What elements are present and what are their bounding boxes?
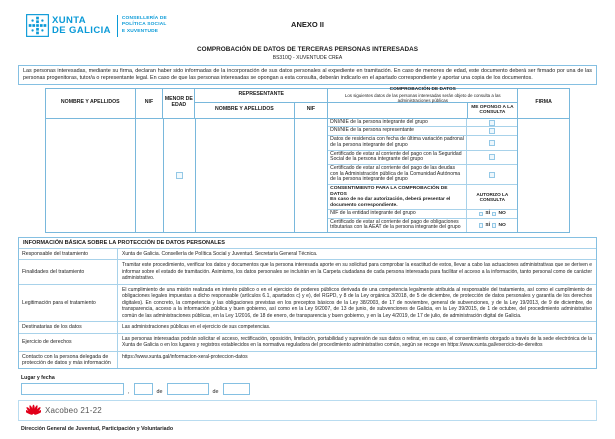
privacy-label: Finalidades del tratamiento <box>19 260 118 284</box>
xacobeo-label: Xacobeo 21-22 <box>45 406 102 416</box>
table-body-row <box>46 119 569 232</box>
no-label: NO <box>498 211 506 217</box>
privacy-value: Tramitar este procedimiento, verificar los datos y documentos que la persona interesada aporte en su solicitud para comprobar la exactitud de estos, llevar a cabo las actuaciones administrativas que se deriven e informar sobre el estado de tramitación. Asimismo, los datos personales se incluirán en la Carpeta ciudadana de cada persona interesada para facilitar el acceso a la información, tanto personal como de carácter administrativo. <box>122 262 592 282</box>
place-date-label: Lugar y fecha <box>21 375 55 382</box>
privacy-label: Destinatarias de los datos <box>19 322 118 333</box>
header-comprobacion <box>328 89 517 103</box>
dept-line2: POLÍTICA SOCIAL <box>121 22 167 28</box>
privacy-label: Legitimación para el tratamiento <box>19 285 118 322</box>
consulta-label: Datos de residencia con fecha de última variación padronal de la persona integrante del grupo <box>328 136 467 149</box>
consent-label: NIF de la entidad integrante del grupo <box>328 210 467 218</box>
header-nombre-apellidos: NOMBRE Y APELLIDOS <box>46 89 136 118</box>
page-header <box>18 12 597 44</box>
si-label: SÍ <box>485 222 490 228</box>
si-label: SÍ <box>485 211 490 217</box>
oppose-checkbox[interactable] <box>489 154 495 160</box>
de-separator: de <box>212 388 219 395</box>
header-me-opongo: ME OPONGO A LA CONSULTA <box>471 104 514 116</box>
consulta-row <box>328 136 517 150</box>
privacy-value: Xunta de Galicia. Consellería de Política Social y Juventud. Secretaría General Técnica. <box>122 250 318 257</box>
document-title: COMPROBACIÓN DE DATOS DE TERCERAS PERSONAS INTERESADAS <box>197 46 418 53</box>
nif-field[interactable] <box>136 119 164 232</box>
oppose-checkbox[interactable] <box>489 128 495 134</box>
table-header <box>46 89 569 119</box>
privacy-value: Las personas interesadas podrán solicitar el acceso, rectificación, oposición, limitación, portabilidad y supresión de sus datos o retirar, en su caso, el consentimiento otorgado a través de la sede electrónica de la Xunta de Galicia o en los lugares y registros establecidos en la normativa reguladora del procedimiento administrativo común, según se recoge en https://www.xunta.gal/exercicio-de-dereitos <box>122 335 592 349</box>
header-rep-nombre: NOMBRE Y APELLIDOS <box>195 103 294 118</box>
privacy-label: Contacto con la persona delegada de protección de datos y más información <box>19 352 118 368</box>
comma-separator: , <box>128 388 130 395</box>
comprobacion-title: COMPROBACIÓN DE DATOS <box>389 87 456 93</box>
si-checkbox[interactable] <box>479 223 484 228</box>
dept-line3: E XUVENTUDE <box>121 28 159 34</box>
year-input[interactable] <box>223 383 250 395</box>
privacy-row <box>19 260 596 285</box>
comprobacion-column <box>328 119 518 232</box>
privacy-label: Responsable del tratamiento <box>19 249 118 260</box>
consulta-label: Certificado de estar al corriente del pago con la Seguridad Social de la persona integrante del grupo <box>328 151 467 164</box>
menor-edad-checkbox[interactable] <box>176 172 183 179</box>
consulta-label: DNI/NIE de la persona representante <box>328 127 467 135</box>
consent-row <box>328 219 517 232</box>
privacy-row <box>19 352 596 368</box>
day-input[interactable] <box>134 383 153 395</box>
annex-label: ANEXO II <box>291 20 324 29</box>
oppose-checkbox[interactable] <box>489 172 495 178</box>
firma-field[interactable] <box>518 119 569 232</box>
consulta-row <box>328 119 517 128</box>
privacy-row <box>19 334 596 352</box>
privacy-row <box>19 322 596 334</box>
consulta-label: Certificado de estar al corriente del pago de las deudas con la Administración pública de la Comunidad Autónoma de la persona integrante del grupo <box>328 165 467 184</box>
consent-header-row <box>328 185 517 210</box>
interested-persons-table <box>45 88 570 233</box>
header-representante-group <box>195 89 328 118</box>
header-menor-edad: MENOR DE EDAD <box>163 89 195 118</box>
place-date-section <box>18 375 597 395</box>
logo-org-line2: DE GALICIA <box>52 24 111 36</box>
no-checkbox[interactable] <box>492 223 497 228</box>
header-rep-nif: NIF <box>306 106 316 113</box>
month-input[interactable] <box>167 383 209 395</box>
place-input[interactable] <box>21 383 124 395</box>
consulta-label: DNI/NIE de la persona integrante del grupo <box>328 119 467 127</box>
privacy-title: INFORMACIÓN BÁSICA SOBRE LA PROTECCIÓN DE DATOS PERSONALES <box>19 238 596 249</box>
oppose-checkbox[interactable] <box>489 120 495 126</box>
header-nif: NIF <box>136 89 164 118</box>
header-representante: REPRESENTANTE <box>195 89 327 103</box>
privacy-value: El cumplimiento de una misión realizada en interés público o en el ejercicio de poderes públicos derivada de una competencia legalmente atribuida al responsable del tratamiento, así como el cumplimiento de obligaciones legales impuestas a dicho responsable (artículos 6.1, apartados c) y e), del RGPD, y 8 de la Ley orgánica 3/2018, de 5 de diciembre, de protección de datos personales y garantía de los derechos digitales). En concreto, la competencia y las obligaciones previstas en los preceptos básicos de la Ley 38/2003, de 17 de noviembre, general de subvenciones, y de la Ley 19/2013, de 9 de diciembre, de transparencia, acceso a la información pública y buen gobierno, así como en la Ley 9/2007, de 13 de junio, de subvenciones de Galicia, en la Ley 39/2015, de 1 de octubre, del procedimiento administrativo común de las administraciones públicas, en la Ley 1/2016, de 18 de enero, de transparencia y buen gobierno, y en la Ley 4/2019, de 17 de julio, de administración digital de Galicia. <box>122 286 592 319</box>
dept-line1: CONSELLERÍA DE <box>121 16 167 22</box>
privacy-value: https://www.xunta.gal/informacion-xeral-proteccion-datos <box>122 353 248 360</box>
comprobacion-subtitle: Los siguientes datos de las personas interesadas serán objeto de consulta a las administraciones públicas <box>344 92 501 104</box>
procedure-code: BS310Q - XUVENTUDE CREA <box>272 54 343 61</box>
xacobeo-banner <box>18 400 597 421</box>
privacy-row <box>19 285 596 323</box>
logo-org-line1: XUNTA <box>52 14 87 26</box>
consent-row <box>328 210 517 219</box>
header-comprobacion-group <box>328 89 518 118</box>
privacy-row <box>19 249 596 261</box>
oppose-checkbox[interactable] <box>489 140 495 146</box>
header-comprobacion-spacer <box>328 103 467 118</box>
autorizo-consulta-label: AUTORIZO LA CONSULTA <box>476 191 509 203</box>
privacy-label: Ejercicio de derechos <box>19 334 118 351</box>
intro-text: Las personas interesadas, mediante su firma, declaran haber sido informadas de la incorporación de sus datos personales al expediente en tramitación. En caso de menores de edad, este documento deberá ser firmado por una de las personas progenitoras, tutor/a o representante legal. En caso de que las personas interesadas se opongan a esta consulta, deberán indicarlo en el apartado correspondiente y aportar una copia de los documentos. <box>18 65 597 85</box>
de-separator: de <box>156 388 163 395</box>
xacobeo-shell-icon <box>26 404 41 417</box>
menor-edad-cell <box>164 119 196 232</box>
privacy-value: Las administraciones públicas en el ejercicio de sus competencias. <box>122 324 271 331</box>
consent-note: En caso de no dar autorización, deberá presentar el documento correspondiente. <box>330 197 451 208</box>
nombre-apellidos-field[interactable] <box>46 119 136 232</box>
consulta-row <box>328 127 517 136</box>
org-unit-footer: Dirección General de Juventud, Participación y Voluntariado <box>21 426 174 433</box>
consent-title: CONSENTIMIENTO PARA LA COMPROBACIÓN DE DATOS <box>330 186 448 197</box>
consent-label: Certificado de estar al corriente del pago de obligaciones tributarias con la AEAT de la persona integrante del grupo <box>328 219 467 232</box>
consent-header-label <box>328 185 467 209</box>
consulta-row <box>328 151 517 165</box>
header-firma: FIRMA <box>535 99 552 106</box>
si-checkbox[interactable] <box>479 212 484 217</box>
rep-nombre-field[interactable] <box>196 119 296 232</box>
no-label: NO <box>498 222 506 228</box>
no-checkbox[interactable] <box>492 212 497 217</box>
consulta-row <box>328 165 517 185</box>
rep-nif-field[interactable] <box>295 119 328 232</box>
privacy-info-table <box>18 237 597 369</box>
title-block <box>18 46 597 61</box>
